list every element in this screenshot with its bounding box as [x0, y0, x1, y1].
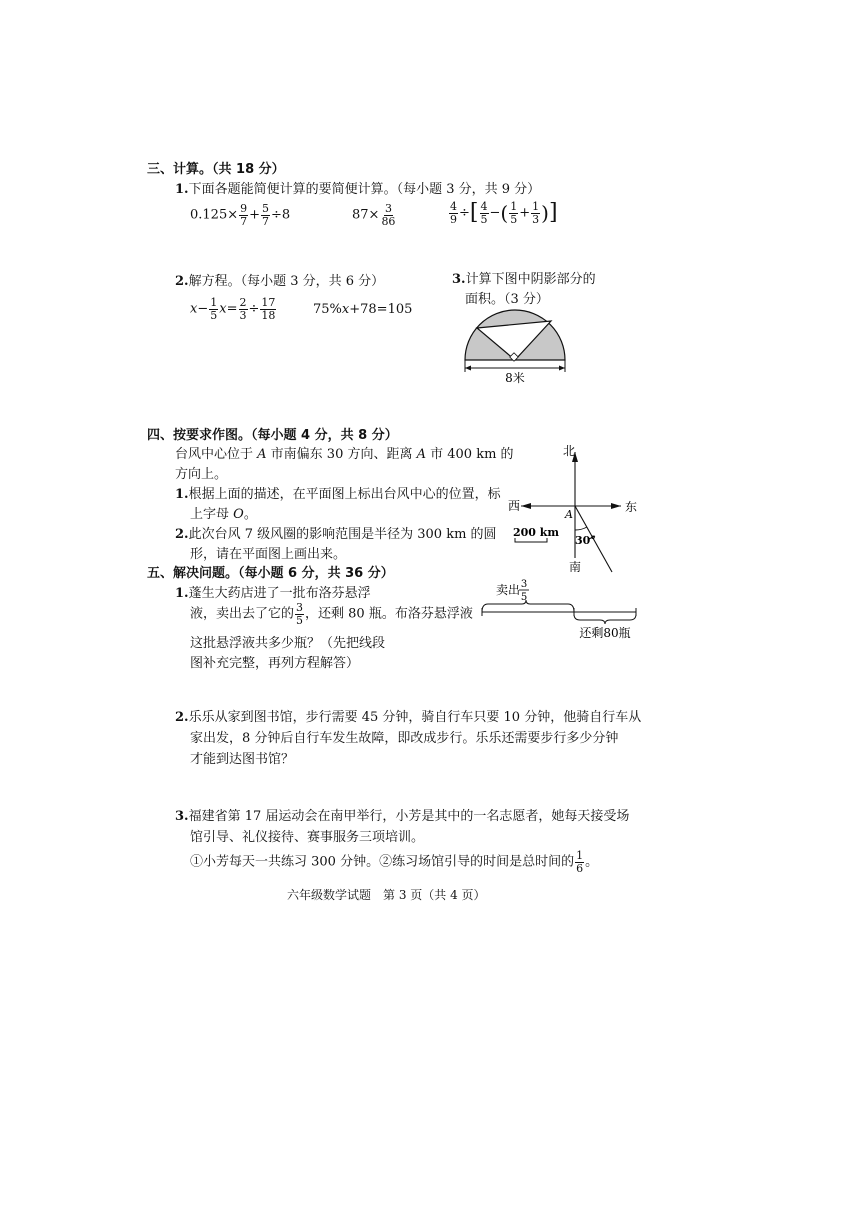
q5-2-line1: 2.乐乐从家到图书馆，步行需要 45 分钟，骑自行车只要 10 分钟，他骑自行车从	[175, 710, 642, 725]
q4-2-line2: 形，请在平面图上画出来。	[190, 547, 347, 562]
q4-1-line1: 1.根据上面的描述，在平面图上标出台风中心的位置，标	[175, 487, 501, 502]
sec4-intro-line2: 方向上。	[175, 467, 228, 482]
q5-3-line1: 3.福建省第 17 届运动会在南甲举行，小芳是其中的一名志愿者，她每天接受场	[175, 809, 630, 824]
q5-2-line2: 家出发，8 分钟后自行车发生故障，即改成步行。乐乐还需要步行多少分钟	[190, 731, 619, 746]
q5-1-line2: 液，卖出去了它的 $\frac{3}{5}$ ，还剩 80 瓶。布洛芬悬浮液	[190, 601, 473, 627]
q5-1-line1: 1.蓬生大药店进了一批布洛芬悬浮	[175, 586, 371, 601]
segment-diagram	[478, 574, 643, 644]
page-footer: 六年级数学试题 第 3 页（共 4 页）	[287, 888, 486, 902]
remain-brace	[574, 614, 636, 624]
q5-1-line3: 这批悬浮液共多少瓶？（先把线段	[190, 636, 386, 651]
angle-arc	[575, 527, 587, 530]
south-label: 南	[568, 560, 582, 574]
east-label: 东	[624, 500, 638, 514]
angle-label: 30°	[575, 534, 596, 547]
q5-3-line2: 馆引导、礼仪接待、赛事服务三项培训。	[190, 830, 425, 845]
section-3-title: 三、计算。（共 18 分）	[147, 162, 285, 177]
north-label: 北	[562, 444, 576, 458]
q4-1-line2: 上字母 O。	[190, 507, 257, 522]
dim-label: 8米	[505, 371, 525, 385]
q5-3-line3: ①小芳每天一共练习 300 分钟。②练习场馆引导的时间是总时间的 $\frac{1}{6}$ 。	[190, 849, 599, 875]
equation-1: x− $\frac{1}{5}$ x= $\frac{2}{3}$ ÷ $\frac{17}{18}$	[190, 296, 276, 322]
east-arrow	[611, 503, 621, 509]
q4-2-line1: 2.此次台风 7 级风圈的影响范围是半径为 300 km 的圆	[175, 527, 497, 542]
semicircle-figure	[455, 308, 575, 388]
section-5-title: 五、解决问题。（每小题 6 分，共 36 分）	[147, 566, 394, 581]
section-4-title: 四、按要求作图。（每小题 4 分，共 8 分）	[147, 428, 398, 443]
sold-label: 卖出	[496, 583, 521, 597]
remain-label: 还剩80瓶	[579, 626, 631, 640]
q5-2-line3: 才能到达图书馆？	[190, 752, 295, 767]
compass-diagram	[505, 440, 645, 575]
sold-brace	[482, 600, 574, 612]
sold-fraction-numerator: 3	[520, 579, 528, 590]
west-arrow	[521, 503, 531, 509]
equation-2: 75%x+78=105	[313, 302, 413, 317]
west-label: 西	[507, 499, 521, 513]
q5-1-line4: 图补充完整，再列方程解答）	[190, 656, 360, 671]
dim-arrow-left	[465, 366, 471, 371]
calc-expression-1: 0.125× $\frac{9}{7}$ + $\frac{5}{7}$ ÷8	[190, 202, 291, 228]
q3-1-prompt: 1.下面各题能简便计算的要简便计算。（每小题 3 分，共 9 分）	[175, 182, 541, 197]
calc-expression-3: $\frac{4}{9}$ ÷[ $\frac{4}{5}$ −( $\frac{1}{5}$ + $\frac{1}{3}$ )]	[450, 200, 558, 226]
q3-3-prompt-line1: 3.计算下图中阴影部分的	[452, 272, 596, 287]
q3-2-prompt: 2.解方程。（每小题 3 分，共 6 分）	[175, 274, 385, 289]
scale-label: 200 km	[513, 526, 560, 539]
calc-expression-2: 87× $\frac{3}{86}$	[352, 202, 396, 228]
point-a-label: A	[565, 508, 573, 521]
sec4-intro-line1: 台风中心位于 A 市南偏东 30 方向、距离 A 市 400 km 的	[175, 447, 514, 462]
dim-arrow-right	[559, 366, 565, 371]
q3-3-prompt-line2: 面积。（3 分）	[465, 292, 549, 307]
sold-fraction-denominator: 5	[520, 592, 528, 603]
